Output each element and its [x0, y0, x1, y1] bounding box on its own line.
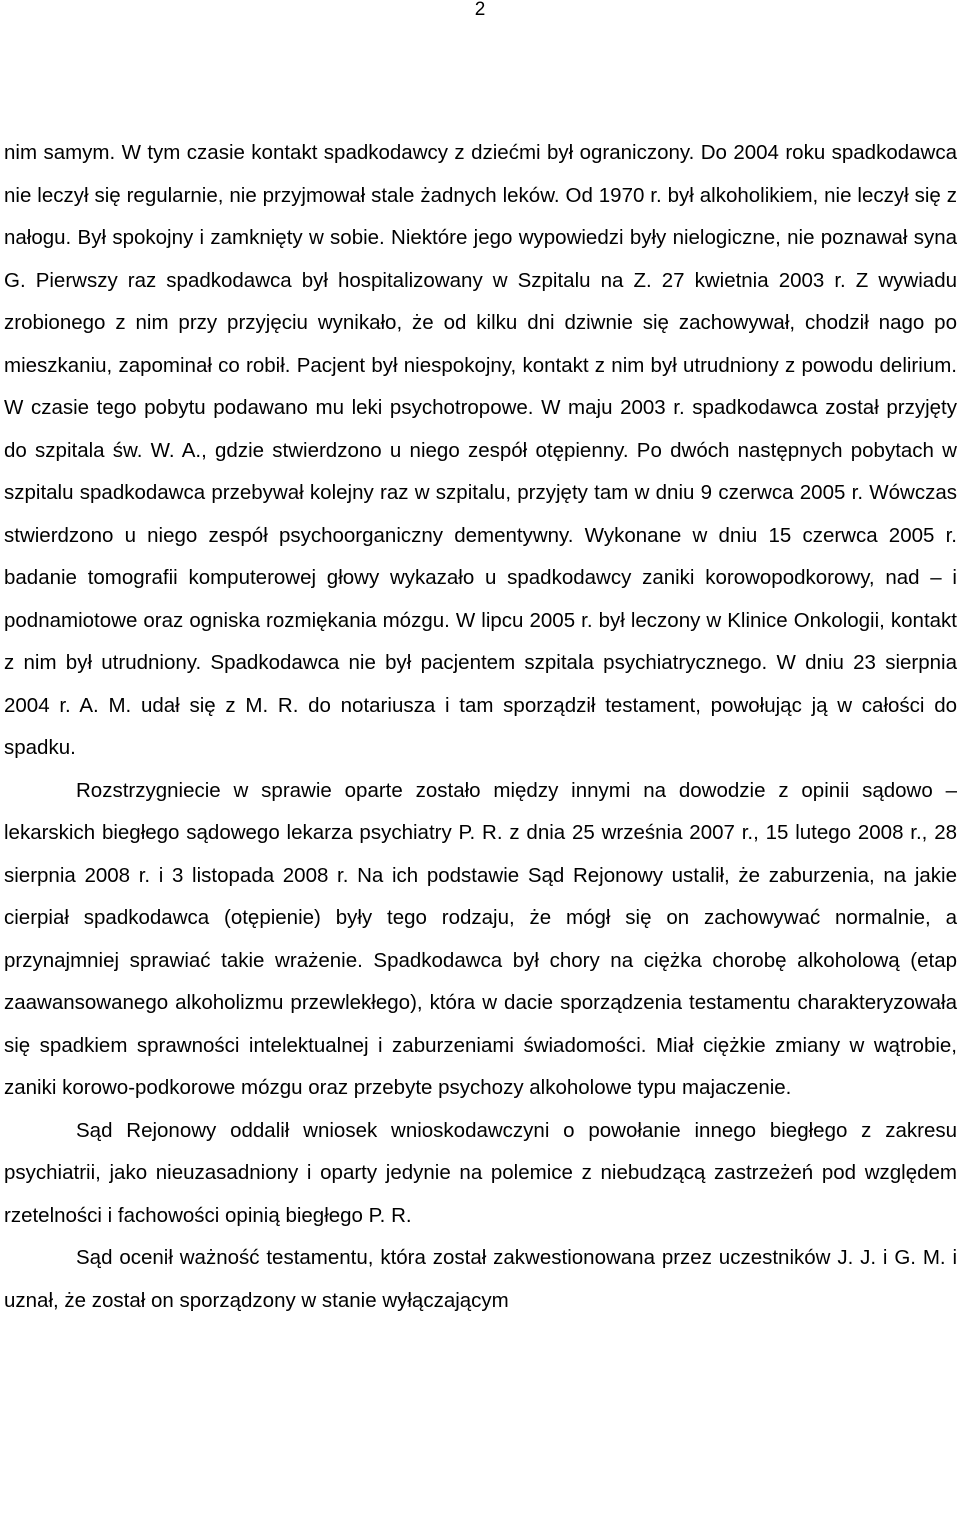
paragraph-3: Sąd Rejonowy oddalił wniosek wnioskodawczyni o powołanie innego biegłego z zakresu psychiatrii, jako nieuzasadniony i oparty jedynie na polemice z niebudzącą zastrzeżeń pod względem rzetelności i fachowości opinią biegłego P. R.: [4, 1118, 957, 1227]
page-number: 2: [474, 0, 486, 20]
paragraph-1: nim samym. W tym czasie kontakt spadkodawcy z dziećmi był ograniczony. Do 2004 roku spadkodawca nie leczył się regularnie, nie przyjmował stale żadnych leków. Od 1970 r. był alkoholikiem, nie leczył się z nałogu. Był spokojny i zamknięty w sobie. Niektóre jego wypowiedzi były nielogiczne, nie poznawał syna G. Pierwszy raz spadkodawca był hospitalizowany w Szpitalu na Z. 27 kwietnia 2003 r. Z wywiadu zrobionego z nim przy przyjęciu wynikało, że od kilku dni dziwnie się zachowywał, chodził nago po mieszkaniu, zapominał co robił. Pacjent był niespokojny, kontakt z nim był utrudniony z powodu delirium. W czasie tego pobytu podawano mu leki psychotropowe. W maju 2003 r. spadkodawca został przyjęty do szpitala św. W. A., gdzie stwierdzono u niego zespół otępienny. Po dwóch następnych pobytach w szpitalu spadkodawca przebywał kolejny raz w szpitalu, przyjęty tam w dniu 9 czerwca 2005 r. Wówczas stwierdzono u niego zespół psychoorganiczny dementywny. Wykonane w dniu 15 czerwca 2005 r. badanie tomografii komputerowej głowy wykazało u spadkodawcy zaniki korowopodkorowy, nad – i podnamiotowe oraz ogniska rozmiękania mózgu. W lipcu 2005 r. był leczony w Klinice Onkologii, kontakt z nim był utrudniony. Spadkodawca nie był pacjentem szpitala psychiatrycznego. W dniu 23 sierpnia 2004 r. A. M. udał się z M. R. do notariusza i tam sporządził testament, powołując ją w całości do spadku.: [4, 141, 957, 759]
document-body: [4, 132, 957, 1322]
paragraph-4: Sąd ocenił ważność testamentu, która został zakwestionowana przez uczestników J. J. i G. M. i uznał, że został on sporządzony w stanie wyłączającym: [4, 1246, 957, 1312]
paragraph-2: Rozstrzygniecie w sprawie oparte zostało między innymi na dowodzie z opinii sądowo – lekarskich biegłego sądowego lekarza psychiatry P. R. z dnia 25 września 2007 r., 15 lutego 2008 r., 28 sierpnia 2008 r. i 3 listopada 2008 r. Na ich podstawie Sąd Rejonowy ustalił, że zaburzenia, na jakie cierpiał spadkodawca (otępienie) były tego rodzaju, że mógł się on zachowywać normalnie, a przynajmniej sprawiać takie wrażenie. Spadkodawca był chory na ciężka chorobę alkoholową (etap zaawansowanego alkoholizmu przewlekłego), która w dacie sporządzenia testamentu charakteryzowała się spadkiem sprawności intelektualnej i zaburzeniami świadomości. Miał ciężkie zmiany w wątrobie, zaniki korowo-podkorowe mózgu oraz przebyte psychozy alkoholowe typu majaczenie.: [4, 778, 957, 1099]
